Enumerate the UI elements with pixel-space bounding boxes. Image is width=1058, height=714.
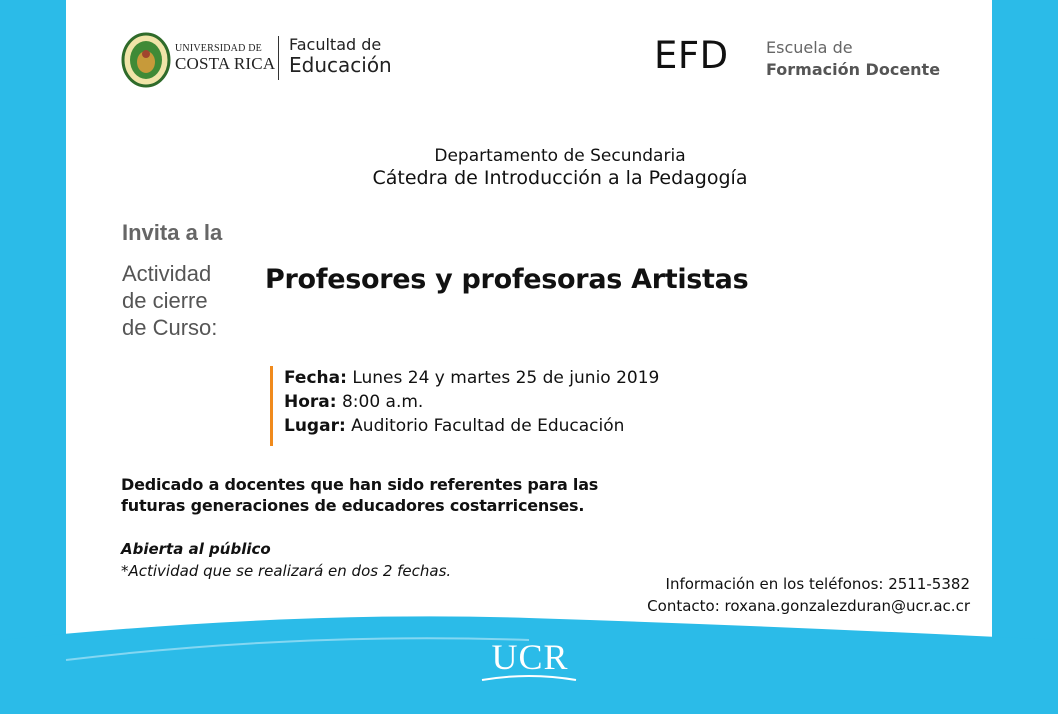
details-accent-bar: [270, 366, 273, 446]
activity-line1: Actividad: [122, 261, 212, 286]
faculty-name-line1: Facultad de: [289, 35, 382, 54]
event-details: [284, 367, 659, 438]
place-row: [284, 415, 659, 439]
contact-info: [647, 574, 970, 618]
school-name: [766, 37, 940, 80]
university-name-line1: UNIVERSIDAD DE: [175, 43, 262, 54]
invite-label: Invita a la: [122, 220, 223, 245]
dedication-line1: Dedicado a docentes que han sido referentes para las: [121, 475, 599, 494]
place-label: Lugar:: [284, 415, 346, 436]
time-value: 8:00 a.m.: [341, 391, 424, 412]
date-label: Fecha:: [284, 368, 347, 388]
dedication-line2: futuras generaciones de educadores costarricenses.: [121, 495, 585, 515]
department-heading: [320, 146, 800, 189]
place-value: Auditorio Facultad de Educación: [351, 415, 625, 436]
event-title: Profesores y profesoras Artistas: [265, 264, 749, 295]
time-row: [284, 391, 659, 415]
contact-email: Contacto: roxana.gonzalezduran@ucr.ac.cr: [647, 596, 970, 615]
contact-phones: Información en los teléfonos: 2511-5382: [665, 575, 970, 593]
school-name-line2: Formación Docente: [766, 59, 941, 79]
activity-label: [122, 261, 272, 341]
university-name: [175, 44, 275, 72]
date-value: Lunes 24 y martes 25 de junio 2019: [352, 368, 660, 388]
dates-note: *Actividad que se realizará en dos 2 fechas.: [121, 562, 452, 580]
activity-line2: de cierre: [122, 287, 208, 313]
activity-line3: de Curso:: [122, 314, 218, 340]
department-line2: Cátedra de Introducción a la Pedagogía: [372, 167, 748, 189]
department-line1: Departamento de Secundaria: [434, 146, 686, 166]
date-row: [284, 367, 659, 391]
faculty-name: [289, 36, 392, 77]
header-divider: [278, 36, 279, 80]
dedication-text: [121, 475, 641, 517]
ucr-wordmark-logo: UCR: [491, 637, 569, 677]
university-name-line2: COSTA RICA: [175, 54, 276, 73]
faculty-name-line2: Educación: [289, 53, 392, 78]
efd-logo: EFD: [654, 34, 729, 77]
open-public-text: Abierta al público: [121, 540, 271, 558]
ucr-seal-icon: [121, 32, 171, 88]
time-label: Hora:: [284, 391, 337, 412]
school-name-line1: Escuela de: [766, 38, 853, 57]
